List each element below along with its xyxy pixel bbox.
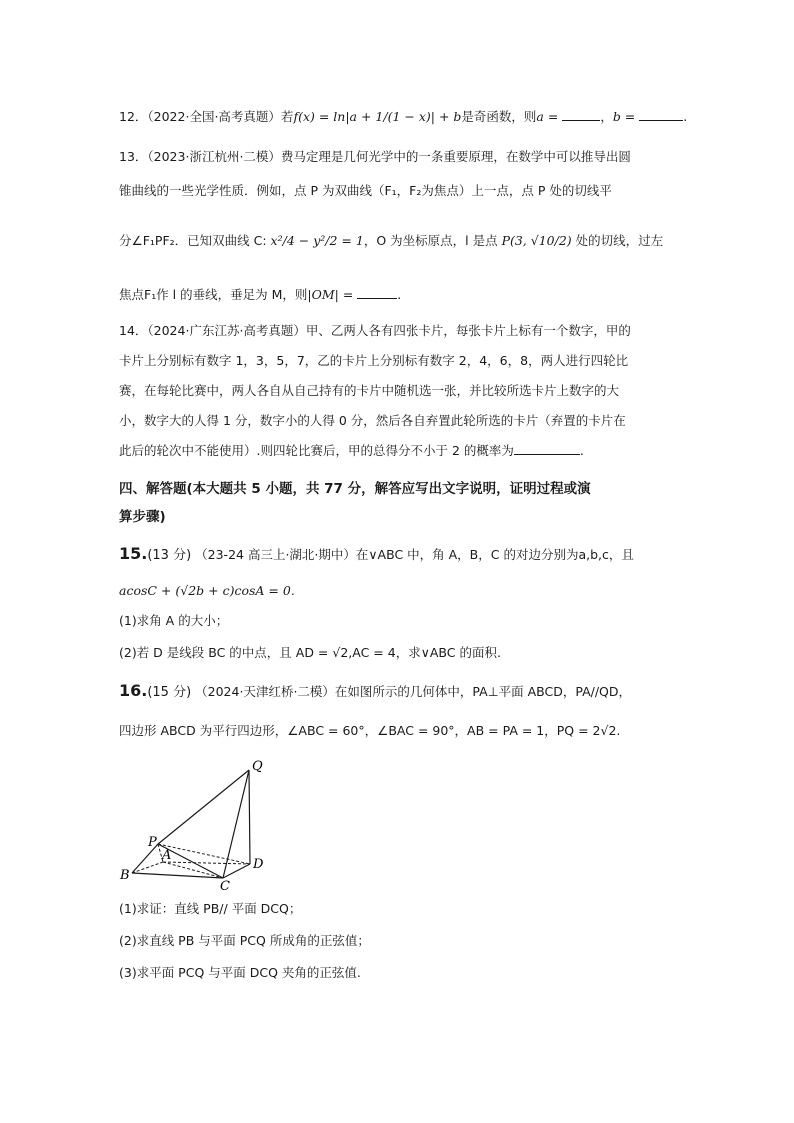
q14-line-5 xyxy=(119,442,679,460)
q16-part-1: (1)求证：直线 PB// 平面 DCQ； xyxy=(119,901,302,916)
q14-line5-text: 此后的轮次中不能使用）.则四轮比赛后，甲的总得分不小于 2 的概率为 xyxy=(119,443,514,458)
q12-number: 12． xyxy=(119,109,148,124)
q12-text-b: 是奇函数，则 xyxy=(461,109,537,124)
q13-line3-c: 处的切线，过左 xyxy=(575,233,664,248)
label-B: B xyxy=(120,868,130,883)
q13-om: |OM| = xyxy=(307,287,354,302)
geometry-svg xyxy=(118,756,278,891)
q13-line-3 xyxy=(119,232,679,250)
geometry-figure xyxy=(118,756,278,891)
q14-line-2: 卡片上分别标有数字 1，3，5，7，乙的卡片上分别标有数字 2，4，6，8，两人进行四轮比 xyxy=(119,353,629,368)
q15-number: 15. xyxy=(119,544,148,563)
q13-end: . xyxy=(397,287,402,302)
q13-line3-b: ，O 为坐标原点，l 是点 xyxy=(363,233,498,248)
q16-part-2: (2)求直线 PB 与平面 PCQ 所成角的正弦值； xyxy=(119,933,370,948)
q12-b-label: b = xyxy=(612,109,636,124)
q16-part-3: (3)求平面 PCQ 与平面 DCQ 夹角的正弦值. xyxy=(119,965,361,980)
question-12 xyxy=(119,108,688,126)
q12-a-blank[interactable] xyxy=(562,108,600,121)
edge-QC xyxy=(223,770,249,878)
q16-number: 16. xyxy=(119,681,148,700)
label-Q: Q xyxy=(252,759,263,774)
q16-line-1 xyxy=(119,682,679,702)
q15-line-1 xyxy=(119,545,679,565)
q12-a-label: a = xyxy=(536,109,559,124)
q13-line4-a: 焦点F₁作 l 的垂线，垂足为 M，则 xyxy=(119,287,308,302)
q15-score: (13 分) xyxy=(147,548,192,563)
q14-line-1: 14．（2024·广东江苏·高考真题）甲、乙两人各有四张卡片，每张卡片上标有一个数字，甲的 xyxy=(119,323,631,338)
q12-text-a: 若 xyxy=(280,109,294,124)
q13-line3-a: 分∠F₁PF₂．已知双曲线 C: xyxy=(119,233,267,248)
q15-text-1: （23-24 高三上·湖北·期中）在∨ABC 中，角 A，B，C 的对边分别为a,b,c，且 xyxy=(195,547,634,562)
label-C: C xyxy=(220,879,230,891)
q13-blank[interactable] xyxy=(357,286,397,299)
q15-part-1: (1)求角 A 的大小； xyxy=(119,613,229,628)
edge-CD xyxy=(223,864,250,878)
label-A: A xyxy=(162,848,172,863)
edge-BC xyxy=(132,873,223,878)
q13-hyperbola: x²/4 − y²/2 = 1 xyxy=(270,233,364,248)
section-4-heading-line-1: 四、解答题(本大题共 5 小题，共 77 分，解答应写出文字说明，证明过程或演 xyxy=(119,481,591,497)
q13-line-1: 13．（2023·浙江杭州·二模）费马定理是几何光学中的一条重要原理，在数学中可以推导出圆 xyxy=(119,149,631,164)
q12-function: f(x) = ln|a + 1/(1 − x)| + b xyxy=(293,109,462,124)
q14-blank[interactable] xyxy=(514,442,580,455)
edge-PD xyxy=(158,844,250,864)
label-D: D xyxy=(253,857,264,872)
edge-PQ xyxy=(158,770,249,844)
q16-line-2: 四边形 ABCD 为平行四边形，∠ABC = 60°，∠BAC = 90°，AB = PA = 1，PQ = 2√2. xyxy=(119,723,621,738)
q14-line-4: 小，数字大的人得 1 分，数字小的人得 0 分，然后各自弃置此轮所选的卡片（弃置的卡片在 xyxy=(119,413,626,428)
q14-end: . xyxy=(579,443,584,458)
q13-line-4 xyxy=(119,286,679,304)
edge-AD xyxy=(163,862,250,864)
label-P: P xyxy=(148,835,157,850)
q15-part-2: (2)若 D 是线段 BC 的中点，且 AD = √2,AC = 4，求∨ABC 的面积. xyxy=(119,645,501,660)
q12-end: . xyxy=(683,109,688,124)
q15-line-2: acosC + (√2b + c)cosA = 0. xyxy=(119,583,295,598)
q12-b-blank[interactable] xyxy=(639,108,683,121)
q16-score: (15 分) xyxy=(147,685,192,700)
q14-line-3: 赛，在每轮比赛中，两人各自从自己持有的卡片中随机选一张，并比较所选卡片上数字的大 xyxy=(119,383,620,398)
q13-point: P(3, √10/2) xyxy=(501,233,572,248)
section-4-heading-line-2: 算步骤) xyxy=(119,509,166,525)
edge-QD xyxy=(249,770,250,864)
q12-sep: ， xyxy=(600,109,613,124)
q16-text-1: （2024·天津红桥·二模）在如图所示的几何体中，PA⊥平面 ABCD，PA//QD， xyxy=(195,684,632,699)
q12-source: （2022·全国·高考真题） xyxy=(147,109,281,124)
q13-line-2: 锥曲线的一些光学性质．例如，点 P 为双曲线（F₁，F₂为焦点）上一点，点 P 处的切线平 xyxy=(119,183,612,198)
